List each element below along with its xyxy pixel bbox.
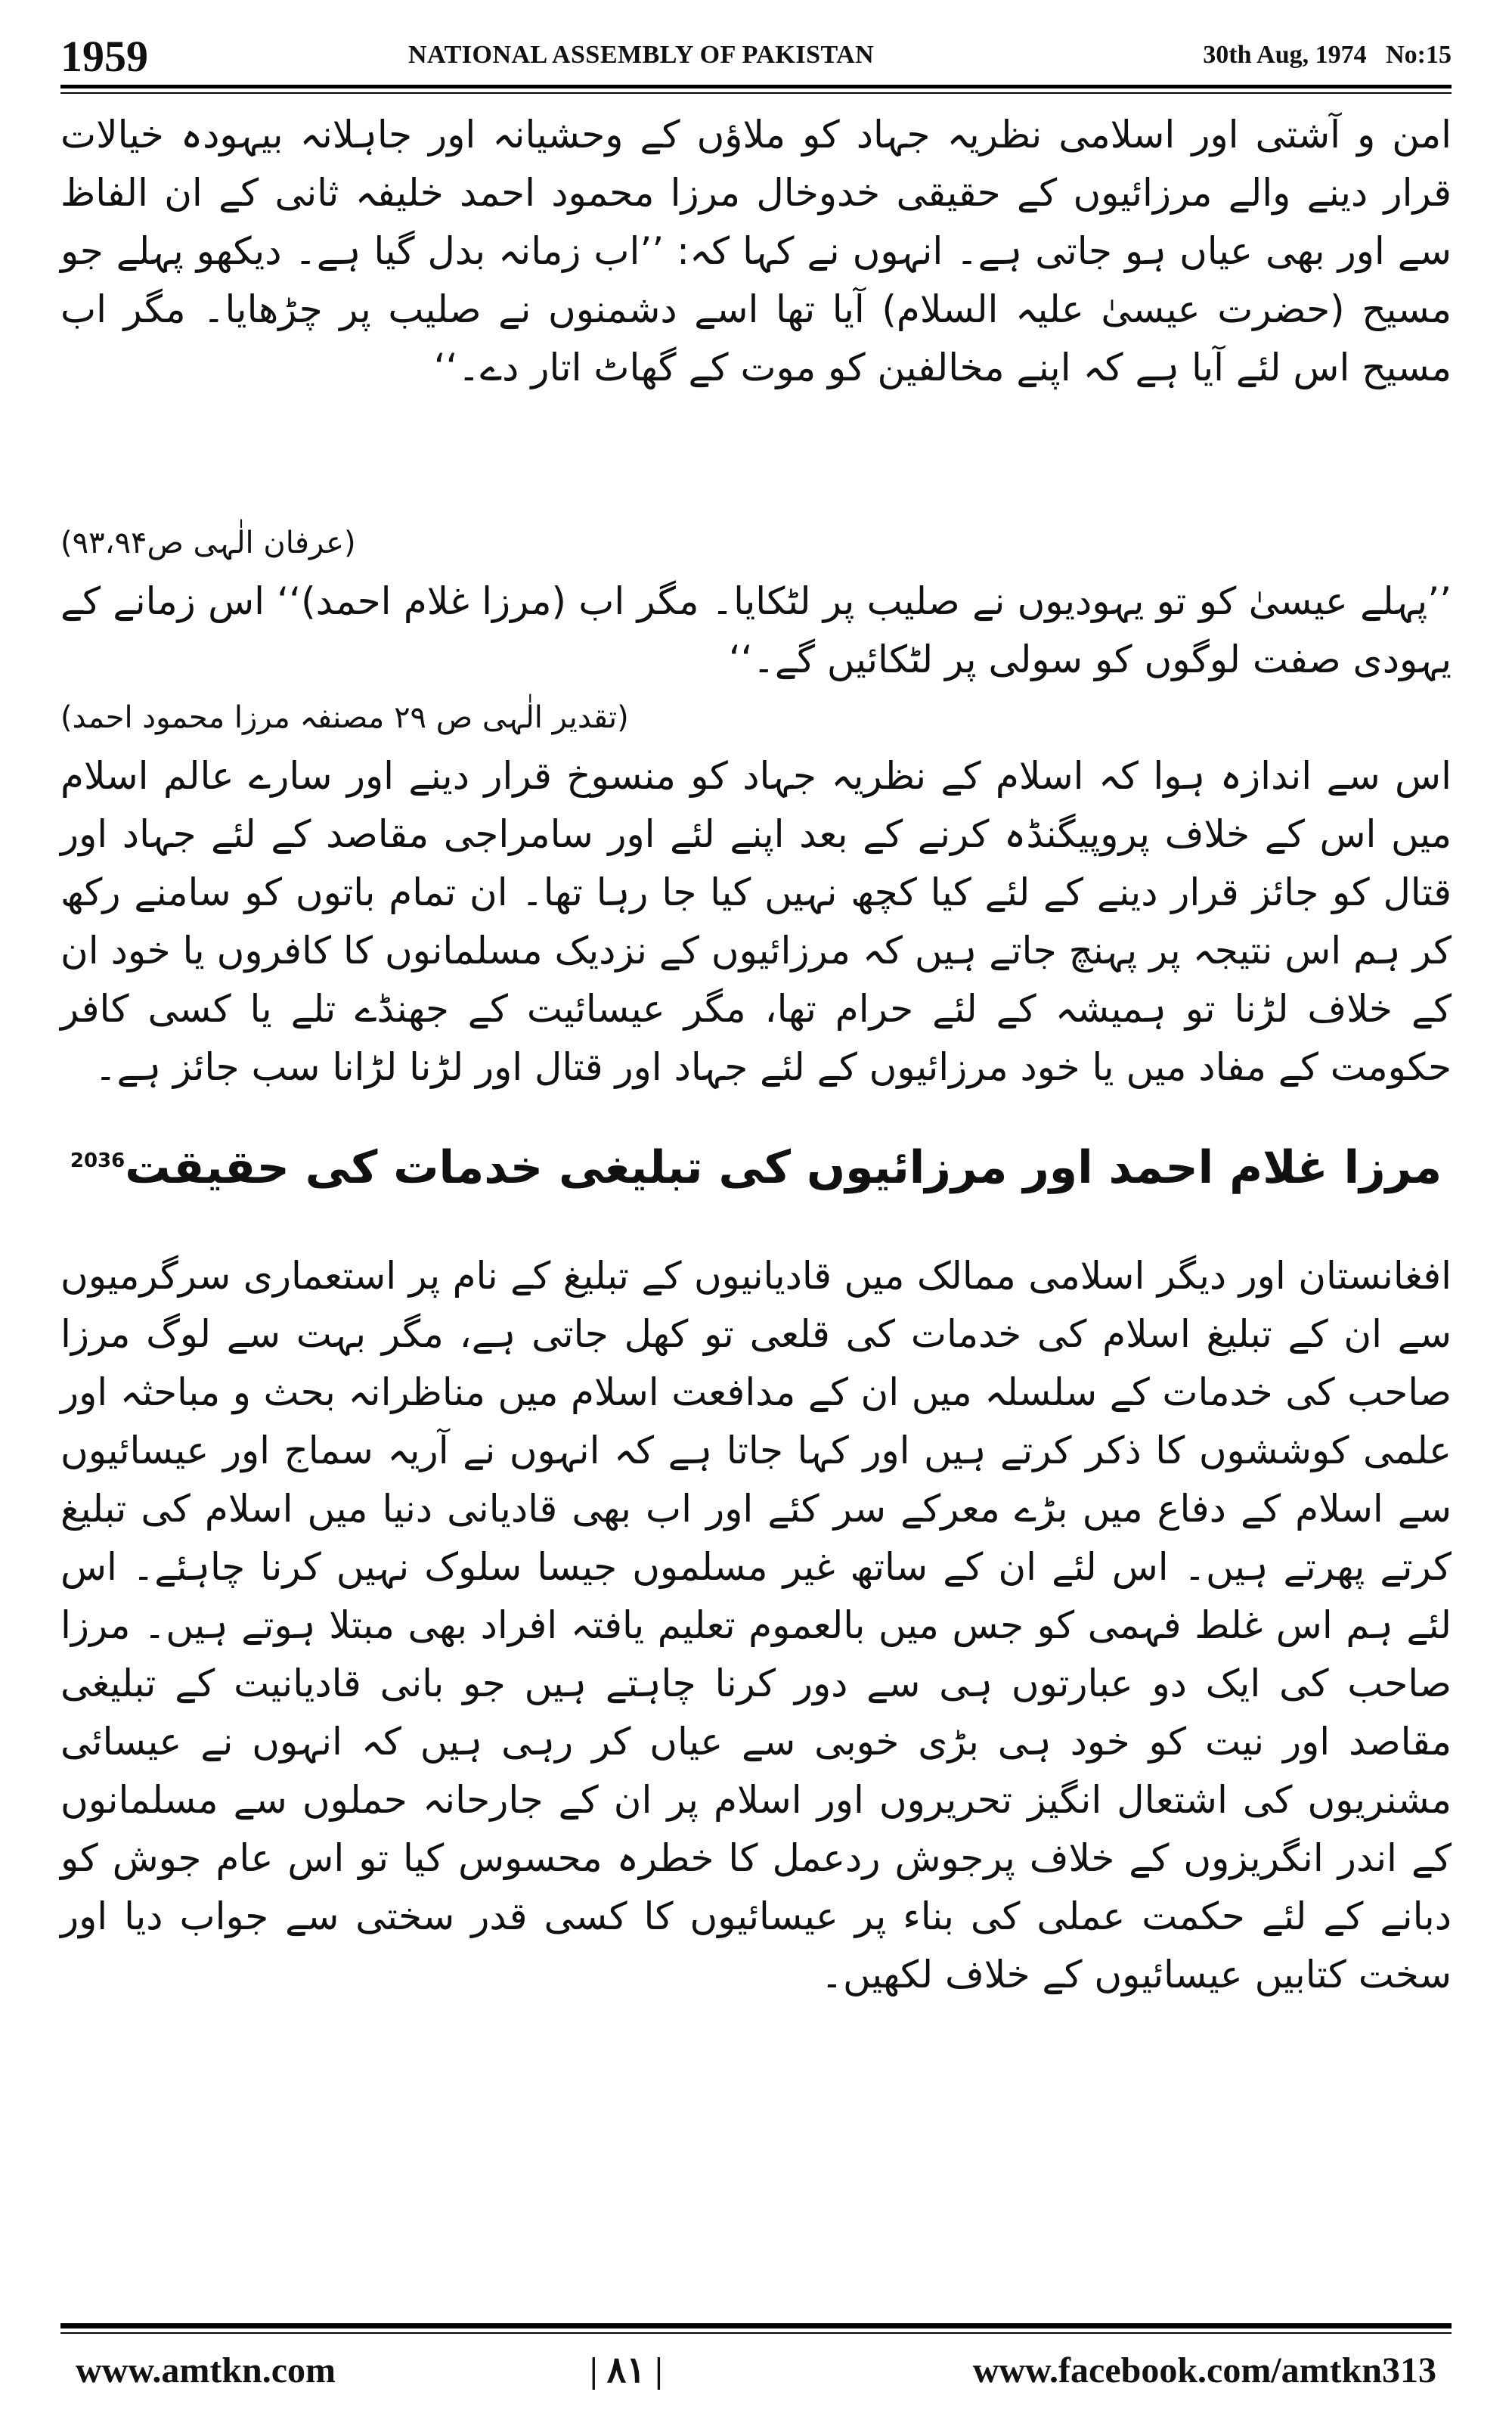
paragraph — [60, 106, 1452, 514]
reference-citation: (تقدیر الٰہی ص ۲۹ مصنفہ مرزا محمود احمد) — [60, 700, 629, 735]
date-text: 30th Aug, 1974 — [1203, 41, 1367, 69]
footer-page-number: | ۸۱ | — [590, 2350, 663, 2391]
header-date — [1203, 41, 1452, 70]
margin-marker: 2036 — [70, 1150, 125, 1172]
paragraph-text: امن و آشتی اور اسلامی نظریہ جہاد کو ملاؤں کے وحشیانہ اور جاہلانہ بیہودہ خیالات قرار دینے والے مرزائیوں کے حقیقی خدوخال مرزا محمود احمد خلیفہ ثانی کے ان الفاظ سے اور بھی عیاں ہو جاتی ہے۔ انہوں نے کہا کہ: ’’اب زمانہ بدل گیا ہے۔ دیکھو پہلے جو مسیح (حضرت عیسیٰ علیہ السلام) آیا تھا اسے دشمنوں نے صلیب پر چڑھایا۔ مگر اب مسیح اس لئے آیا ہے کہ اپنے مخالفین کو موت کے گھاٹ اتار دے۔‘‘ — [60, 113, 1452, 389]
paragraph: افغانستان اور دیگر اسلامی ممالک میں قادیانیوں کے تبلیغ کے نام پر استعماری سرگرمیوں سے ان کے تبلیغ اسلام کی خدمات کی قلعی تو کھل جاتی ہے، مگر بہت سے لوگ مرزا صاحب کی خدمات کے سلسلہ میں ان کے مدافعت اسلام میں مناظرانہ بحث و مباحثہ اور علمی کوششوں کا ذکر کرتے ہیں اور کہا جاتا ہے کہ انہوں نے آریہ سماج اور عیسائیوں سے اسلام کے دفاع میں بڑے معرکے سر کئے اور اب بھی قادیانی دنیا میں اسلام کی تبلیغ کرتے پھرتے ہیں۔ اس لئے ان کے ساتھ غیر مسلموں جیسا سلوک نہیں کرنا چاہئے۔ اس لئے ہم اس غلط فہمی کو جس میں بالعموم تعلیم یافتہ افراد بھی مبتلا ہوتے ہیں۔ مرزا صاحب کی ایک دو عبارتوں ہی سے دور کرنا چاہتے ہیں جو بانی قادیانیت کے تبلیغی مقاصد اور نیت کو خود ہی بڑی خوبی سے عیاں کر رہی ہیں کہ انہوں نے عیسائی مشنریوں کی اشتعال انگیز تحریروں اور اسلام پر ان کے جارحانہ حملوں سے مسلمانوں کے اندر انگریزوں کے خلاف پرجوش ردعمل کا خطرہ محسوس کیا تو اس عام جوش کو دبانے کے لئے حکمت عملی کی بناء پر عیسائیوں کا کسی قدر سختی سے جواب دیا اور سخت کتابیں عیسائیوں کے خلاف لکھیں۔ — [60, 1254, 1452, 1996]
page-body — [60, 106, 1452, 2299]
footer-rule-thin — [60, 2332, 1452, 2334]
quote: ’’پہلے عیسیٰ کو تو یہودیوں نے صلیب پر لٹکایا۔ مگر اب (مرزا غلام احمد)‘‘ اس زمانے کے یہودی صفت لوگوں کو سولی پر لٹکائیں گے۔‘‘ — [60, 579, 1452, 681]
issue-number: No:15 — [1386, 41, 1452, 69]
reference-citation: (عرفان الٰہی ص۹۳،۹۴) — [60, 526, 356, 560]
section-heading — [60, 1127, 1452, 1202]
page-footer — [60, 2344, 1452, 2397]
footer-rule — [60, 2323, 1452, 2328]
header-rule-thin — [60, 92, 1452, 94]
footer-website-link[interactable]: www.amtkn.com — [76, 2350, 336, 2391]
header-title: NATIONAL ASSEMBLY OF PAKISTAN — [408, 41, 875, 69]
footer-facebook-link[interactable]: www.facebook.com/amtkn313 — [972, 2350, 1436, 2391]
header-rule — [60, 85, 1452, 88]
paragraph: اس سے اندازہ ہوا کہ اسلام کے نظریہ جہاد کو منسوخ قرار دینے اور سارے عالم اسلام میں اس کے خلاف پروپیگنڈہ کرنے کے بعد اپنے لئے اور سامراجی مقاصد کے لئے جہاد اور قتال کو جائز قرار دینے کے لئے کیا کچھ نہیں کیا جا رہا تھا۔ ان تمام باتوں کو سامنے رکھ کر ہم اس نتیجہ پر پہنچ جاتے ہیں کہ مرزائیوں کے نزدیک مسلمانوں کا کافروں یا خود ان کے خلاف لڑنا تو ہمیشہ کے لئے حرام تھا، مگر عیسائیت کے جھنڈے تلے یا کسی کافر حکومت کے مفاد میں یا خود مرزائیوں کے لئے جہاد اور قتال اور لڑنا لڑانا سب جائز ہے۔ — [60, 754, 1452, 1089]
section-heading-text: مرزا غلام احمد اور مرزائیوں کی تبلیغی خدمات کی حقیقت — [125, 1141, 1442, 1194]
page-number: 1959 — [60, 32, 148, 81]
